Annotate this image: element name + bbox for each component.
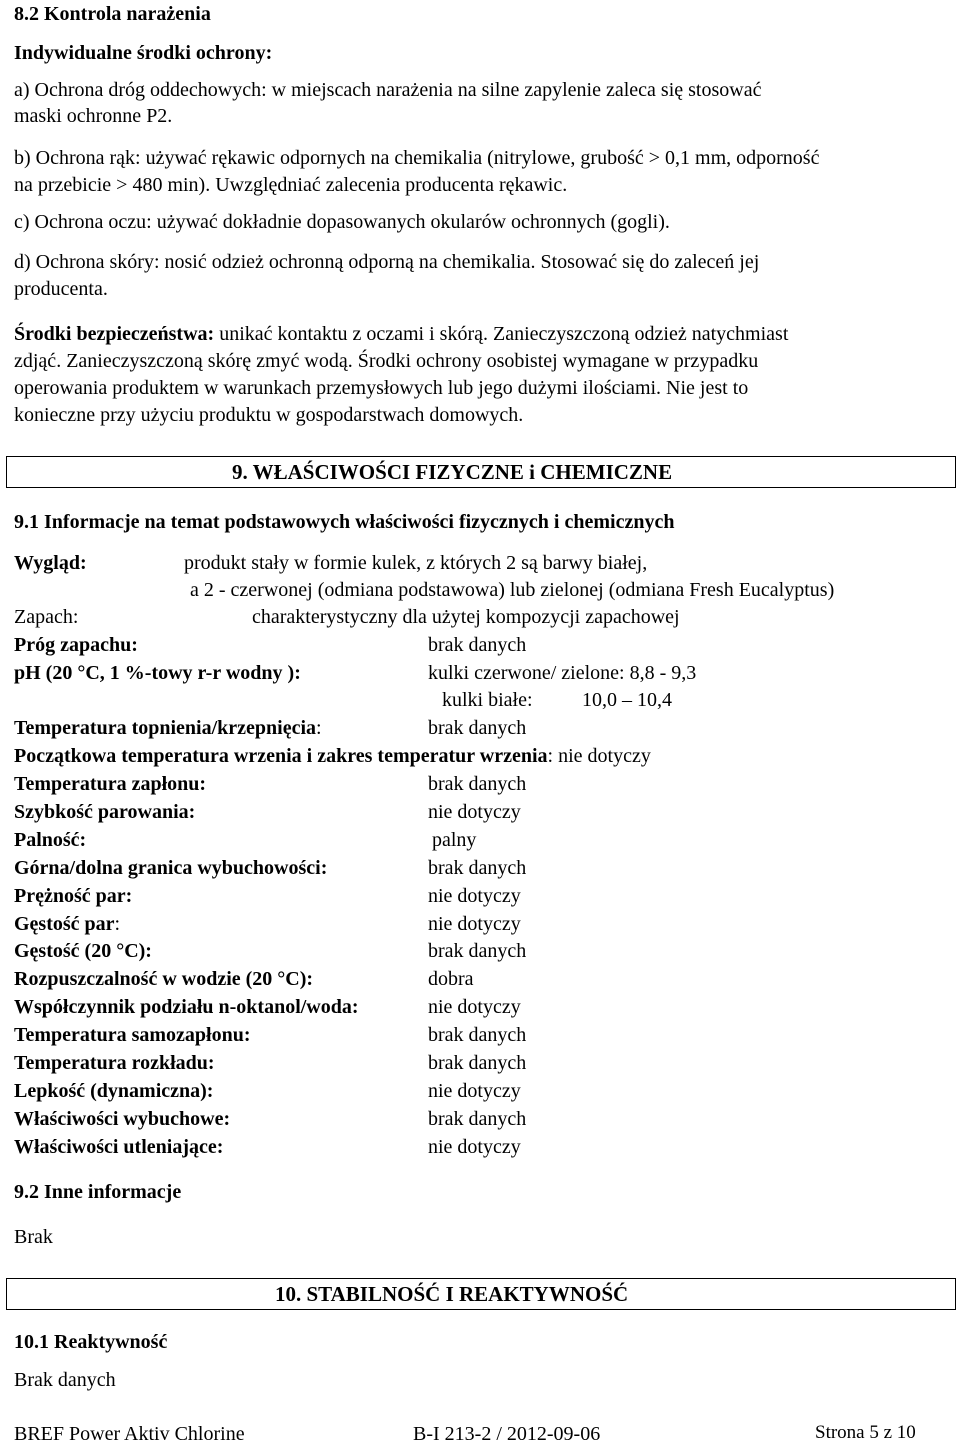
odour-threshold-value: brak danych [428, 634, 527, 656]
property-label: Właściwości wybuchowe: [14, 1108, 231, 1130]
footer-page-number: Strona 5 z 10 [815, 1422, 916, 1443]
property-label: Szybkość parowania: [14, 801, 196, 823]
other-information-value: Brak [14, 1226, 53, 1248]
section-9-title-box [6, 456, 956, 488]
section-10-1-heading: 10.1 Reaktywność [14, 1331, 168, 1353]
skin-protection-line-2: producenta. [14, 278, 108, 300]
property-value: brak danych [428, 773, 527, 795]
footer-code: B-I 213-2 / 2012-09-06 [413, 1423, 601, 1445]
melting-point-label: Temperatura topnienia/krzepnięcia: [14, 717, 322, 739]
ppe-subheading: Indywidualne środki ochrony: [14, 42, 273, 64]
skin-protection-line-1: d) Ochrona skóry: nosić odzież ochronną odporną na chemikalia. Stosować się do zaleceń jej [14, 251, 760, 273]
property-value: brak danych [428, 857, 527, 879]
safety-measures-line-1 [14, 322, 788, 346]
property-label: Współczynnik podziału n-oktanol/woda: [14, 996, 359, 1018]
section-10-title: 10. STABILNOŚĆ I REAKTYWNOŚĆ [275, 1282, 629, 1306]
property-label: Gęstość (20 °C): [14, 940, 152, 962]
reactivity-value: Brak danych [14, 1369, 116, 1391]
property-value: nie dotyczy [428, 885, 521, 907]
boiling-point-value: : nie dotyczy [547, 745, 651, 767]
section-9-1-heading: 9.1 Informacje na temat podstawowych właściwości fizycznych i chemicznych [14, 511, 675, 533]
odour-value: charakterystyczny dla użytej kompozycji zapachowej [252, 606, 680, 628]
property-label: Temperatura rozkładu: [14, 1052, 215, 1074]
safety-measures-text: unikać kontaktu z oczami i skórą. Zanieczyszczoną odzież natychmiast [214, 323, 789, 345]
boiling-point-row [14, 744, 651, 768]
property-value: dobra [428, 968, 474, 990]
section-9-title: 9. WŁAŚCIWOŚCI FIZYCZNE i CHEMICZNE [232, 460, 673, 484]
appearance-value-1: produkt stały w formie kulek, z których 2 są barwy białej, [184, 552, 648, 574]
property-label: Rozpuszczalność w wodzie (20 °C): [14, 968, 314, 990]
footer-product: BREF Power Aktiv Chlorine [14, 1423, 245, 1445]
property-label: Górna/dolna granica wybuchowości: [14, 857, 328, 879]
hand-protection-line-2: na przebicie > 480 min). Uwzględniać zalecenia producenta rękawic. [14, 174, 568, 196]
safety-measures-line-4: konieczne przy użyciu produktu w gospodarstwach domowych. [14, 404, 524, 426]
property-value: brak danych [428, 1052, 527, 1074]
safety-measures-line-2: zdjąć. Zanieczyszczoną skórę zmyć wodą. Środki ochrony osobistej wymagane w przypadku [14, 350, 759, 372]
safety-measures-line-3: operowania produktem w warunkach przemysłowych lub jego dużymi ilościami. Nie jest to [14, 377, 749, 399]
hand-protection-line-1: b) Ochrona rąk: używać rękawic odpornych na chemikalia (nitrylowe, grubość > 0,1 mm, odporność [14, 147, 820, 169]
appearance-label: Wygląd: [14, 552, 87, 574]
appearance-value-2: a 2 - czerwonej (odmiana podstawowa) lub zielonej (odmiana Fresh Eucalyptus) [190, 579, 835, 601]
odour-threshold-label: Próg zapachu: [14, 634, 138, 656]
property-label: Temperatura samozapłonu: [14, 1024, 251, 1046]
property-value: nie dotyczy [428, 996, 521, 1018]
ph-white-label: kulki białe: [442, 689, 533, 711]
respiratory-line-1: a) Ochrona dróg oddechowych: w miejscach narażenia na silne zapylenie zaleca się stosować [14, 79, 762, 101]
property-value: nie dotyczy [428, 913, 521, 935]
property-value: brak danych [428, 1108, 527, 1130]
property-value: nie dotyczy [428, 1080, 521, 1102]
odour-label: Zapach: [14, 606, 79, 628]
property-label: Prężność par: [14, 885, 133, 907]
property-value: palny [432, 829, 477, 851]
melting-point-value: brak danych [428, 717, 527, 739]
safety-measures-label: Środki bezpieczeństwa: [14, 323, 215, 345]
property-label: Palność: [14, 829, 87, 851]
property-label: Temperatura zapłonu: [14, 773, 207, 795]
property-value: brak danych [428, 940, 527, 962]
property-label: Gęstość par: [14, 913, 121, 935]
section-9-2-heading: 9.2 Inne informacje [14, 1181, 182, 1203]
property-value: brak danych [428, 1024, 527, 1046]
property-value: nie dotyczy [428, 801, 521, 823]
property-label: Właściwości utleniające: [14, 1136, 224, 1158]
property-label: Lepkość (dynamiczna): [14, 1080, 214, 1102]
property-value: nie dotyczy [428, 1136, 521, 1158]
ph-label: pH (20 °C, 1 %-towy r-r wodny ): [14, 662, 301, 684]
section-10-title-box [6, 1278, 956, 1310]
eye-protection-line: c) Ochrona oczu: używać dokładnie dopasowanych okularów ochronnych (gogli). [14, 211, 670, 233]
section-8-2-heading: 8.2 Kontrola narażenia [14, 3, 211, 25]
ph-value-white: 10,0 – 10,4 [582, 689, 672, 711]
boiling-point-label: Początkowa temperatura wrzenia i zakres temperatur wrzenia [14, 745, 548, 767]
respiratory-line-2: maski ochronne P2. [14, 105, 173, 127]
ph-value-red-green: kulki czerwone/ zielone: 8,8 - 9,3 [428, 662, 697, 684]
